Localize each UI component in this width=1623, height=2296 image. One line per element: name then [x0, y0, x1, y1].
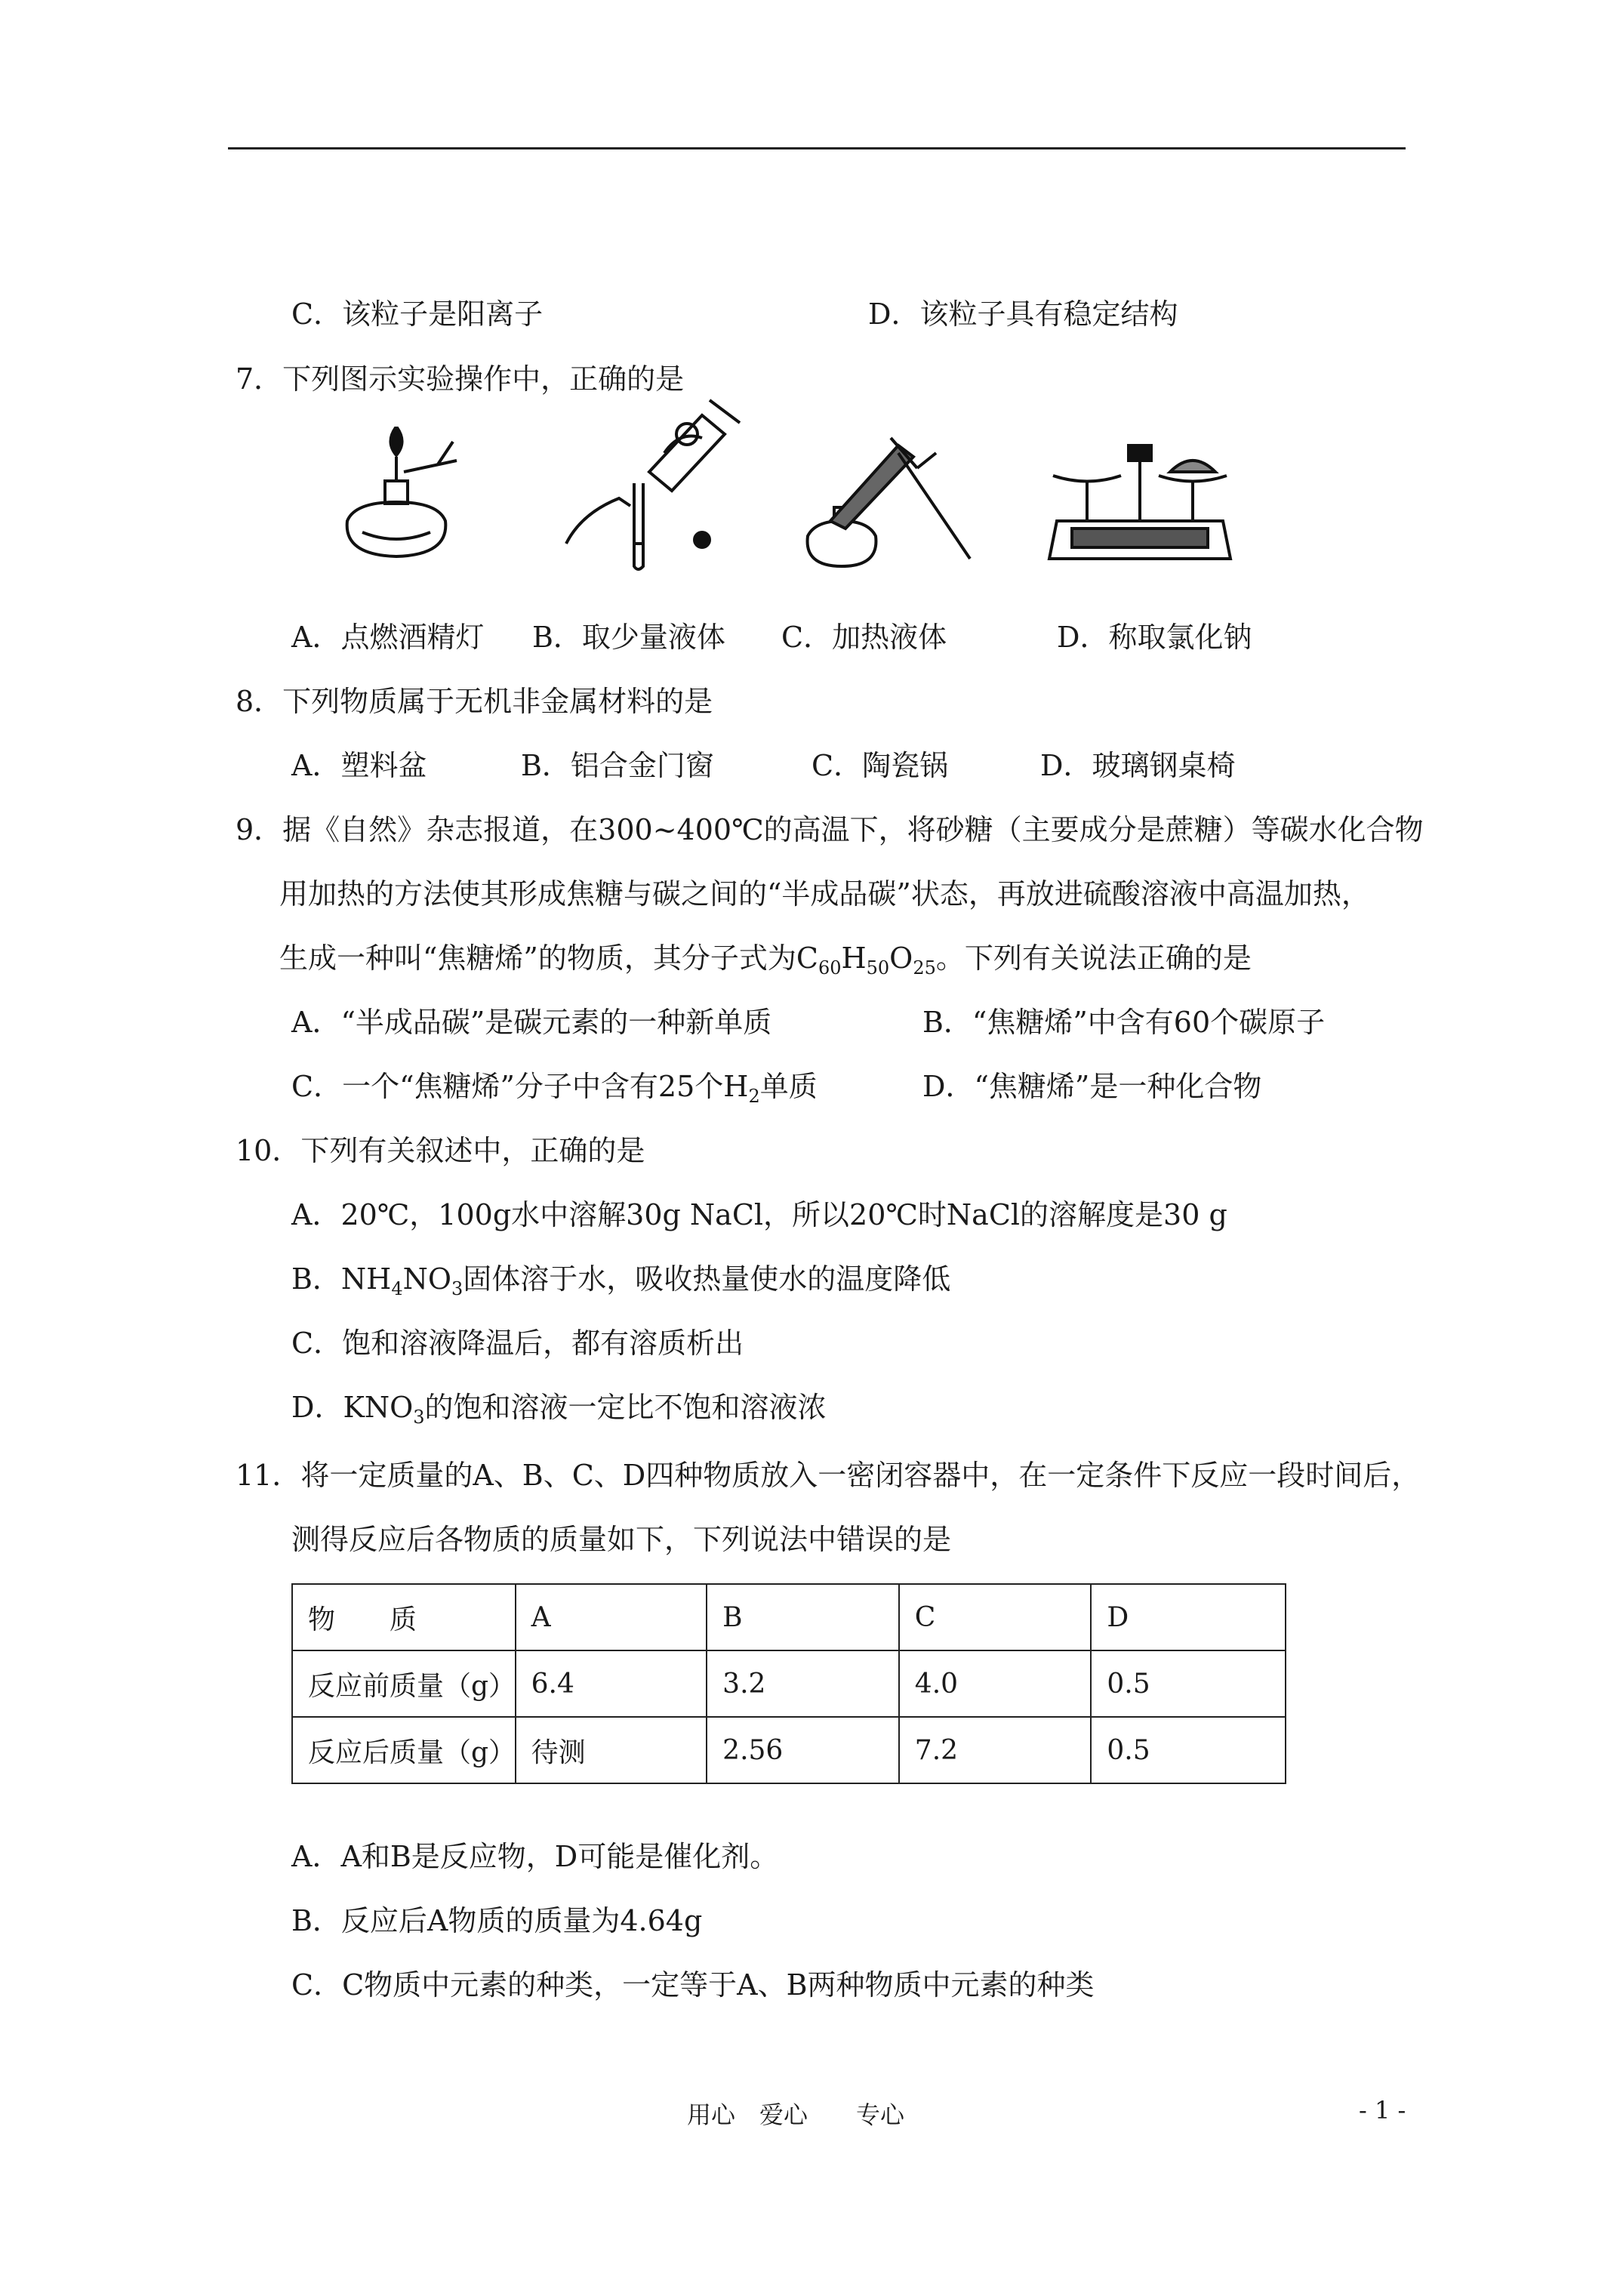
table-cell: A: [516, 1584, 707, 1650]
q11-option-b: B．反应后A物质的质量为4.64g: [291, 1904, 703, 1937]
table-cell: 物 质: [292, 1584, 516, 1650]
table-cell: C: [899, 1584, 1092, 1650]
footer-motto: 用心 爱心 专心: [687, 2100, 905, 2129]
table-row: [292, 1584, 1286, 1650]
q10-option-c: C．饱和溶液降温后，都有溶质析出: [291, 1327, 744, 1360]
table-row: [292, 1717, 1286, 1783]
q11-line-2: 测得反应后各物质的质量如下，下列说法中错误的是: [291, 1523, 952, 1556]
heating-liquid-illustration: [785, 423, 974, 574]
mass-table: [291, 1583, 1286, 1784]
q7-stem: 7．下列图示实验操作中，正确的是: [236, 362, 685, 396]
q9-line-2: 用加热的方法使其形成焦糖与碳之间的“半成品碳”状态，再放进硫酸溶液中高温加热，: [279, 877, 1370, 911]
table-cell: 7.2: [899, 1717, 1092, 1783]
pouring-liquid-illustration: [551, 393, 747, 574]
table-cell: B: [707, 1584, 899, 1650]
q8-option-d: D．玻璃钢桌椅: [1040, 749, 1236, 782]
table-row: [292, 1650, 1286, 1717]
table-cell: 反应后质量（g）: [292, 1717, 516, 1783]
table-cell: 反应前质量（g）: [292, 1650, 516, 1717]
q10-option-b: B．$NH_4NO_3$固体溶于水，吸收热量使水的温度降低: [291, 1262, 951, 1299]
q10-stem: 10．下列有关叙述中，正确的是: [236, 1134, 645, 1167]
q7-option-a: A．点燃酒精灯: [291, 621, 485, 654]
q11-option-a: A．A和B是反应物，D可能是催化剂。: [291, 1840, 779, 1873]
table-cell: 3.2: [707, 1650, 899, 1717]
alcohol-lamp-lighting-illustration: [332, 427, 460, 562]
q8-stem: 8．下列物质属于无机非金属材料的是: [236, 685, 713, 718]
q7-option-d: D．称取氯化钠: [1057, 621, 1252, 654]
q9-option-c: C．一个“焦糖烯”分子中含有25个$H_2$单质: [291, 1070, 818, 1107]
q9-line-3: 生成一种叫“焦糖烯”的物质，其分子式为$C_{60}H_{50}O_{25}$。下列有关说法正确的是: [279, 942, 1252, 978]
q8-option-b: B．铝合金门窗: [521, 749, 714, 782]
q10-option-a: A．20℃，100g水中溶解30g NaCl，所以20℃时NaCl的溶解度是30 g: [291, 1198, 1227, 1231]
table-cell: 待测: [516, 1717, 707, 1783]
q8-option-c: C．陶瓷锅: [812, 749, 949, 782]
page-number: - 1 -: [1359, 2096, 1406, 2125]
q11-option-c: C．C物质中元素的种类，一定等于A、B两种物质中元素的种类: [291, 1968, 1095, 2002]
q9-line-1: 9．据《自然》杂志报道，在300~400℃的高温下，将砂糖（主要成分是蔗糖）等碳水化合物: [236, 813, 1424, 846]
table-cell: 0.5: [1091, 1717, 1286, 1783]
table-cell: 2.56: [707, 1717, 899, 1783]
q9-option-b: B．“焦糖烯”中含有60个碳原子: [922, 1006, 1326, 1039]
q6-option-c: C．该粒子是阳离子: [291, 297, 544, 331]
q7-option-b: B．取少量液体: [532, 621, 725, 654]
table-cell: 4.0: [899, 1650, 1092, 1717]
header-rule: [228, 147, 1406, 149]
q6-option-d: D．该粒子具有稳定结构: [868, 297, 1178, 331]
table-cell: 6.4: [516, 1650, 707, 1717]
q11-line-1: 11．将一定质量的A、B、C、D四种物质放入一密闭容器中，在一定条件下反应一段时间后，: [236, 1459, 1421, 1492]
q9-option-d: D．“焦糖烯”是一种化合物: [922, 1070, 1262, 1103]
q8-option-a: A．塑料盆: [291, 749, 427, 782]
q10-option-d: D．$KNO_3$的饱和溶液一定比不饱和溶液浓: [291, 1391, 827, 1428]
q9-option-a: A．“半成品碳”是碳元素的一种新单质: [291, 1006, 772, 1039]
q7-option-c: C．加热液体: [781, 621, 947, 654]
table-cell: D: [1091, 1584, 1286, 1650]
balance-weighing-illustration: [1042, 430, 1238, 566]
table-cell: 0.5: [1091, 1650, 1286, 1717]
